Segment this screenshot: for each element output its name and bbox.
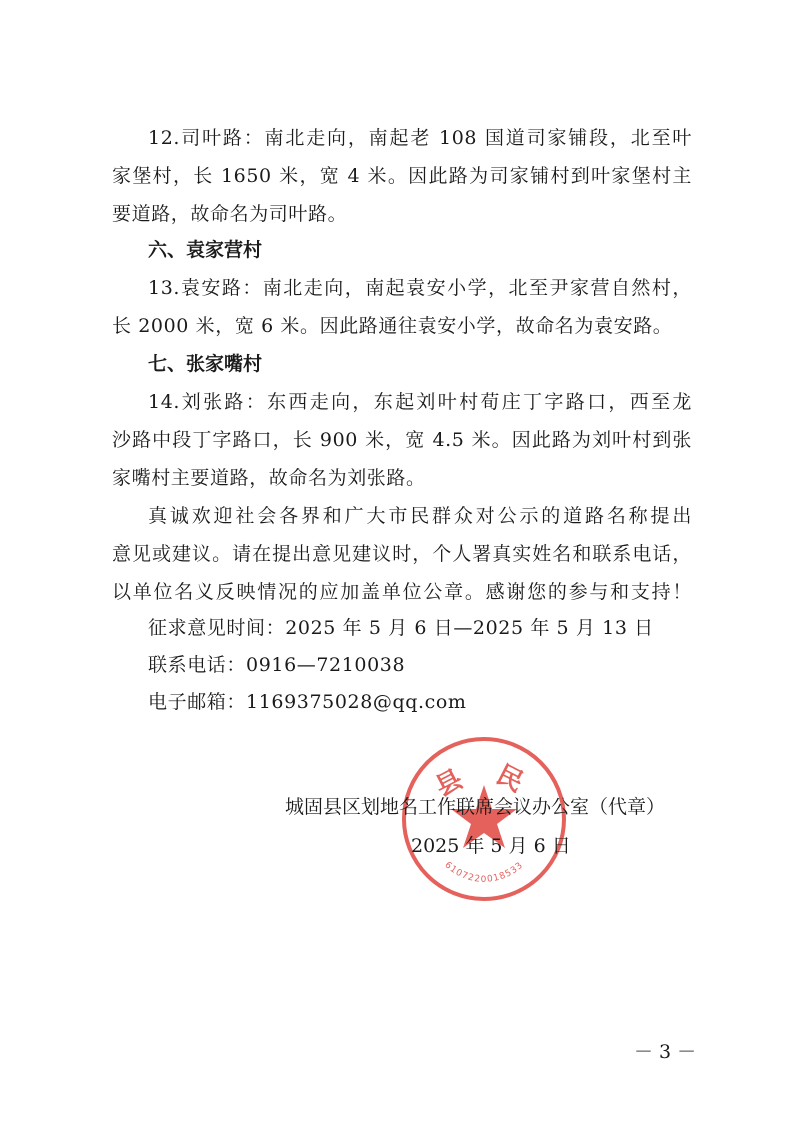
closing-line-1: 真诚欢迎社会各界和广大市民群众对公示的道路名称提出 — [148, 505, 692, 527]
page-number: － 3 － — [634, 1041, 697, 1063]
road-13-line-2: 长 2000 米，宽 6 米。因此路通往袁安小学，故命名为袁安路。 — [112, 315, 673, 337]
issuing-organization: 城固县区划地名工作联席会议办公室（代章） — [285, 796, 666, 818]
road-14-line-2: 沙路中段丁字路口，长 900 米，宽 4.5 米。因此路为刘叶村到张 — [112, 429, 692, 451]
closing-line-2: 意见或建议。请在提出意见建议时，个人署真实姓名和联系电话， — [112, 543, 692, 565]
road-12-line-1: 12.司叶路：南北走向，南起老 108 国道司家铺段，北至叶 — [148, 127, 692, 149]
road-12-line-3: 要道路，故命名为司叶路。 — [112, 203, 348, 225]
svg-text:县 民: 县 民 — [430, 759, 538, 803]
contact-email: 电子邮箱：1169375028@qq.com — [148, 691, 467, 713]
comment-period: 征求意见时间：2025 年 5 月 6 日—2025 年 5 月 13 日 — [148, 617, 654, 639]
section-heading-zhangjiazui: 七、张家嘴村 — [148, 353, 263, 375]
svg-text:6107220018533: 6107220018533 — [442, 860, 526, 885]
road-13-line-1: 13.袁安路：南北走向，南起袁安小学，北至尹家营自然村， — [148, 277, 692, 299]
section-heading-yuanjiaying: 六、袁家营村 — [148, 239, 263, 261]
road-14-line-1: 14.刘张路：东西走向，东起刘叶村荀庄丁字路口，西至龙 — [148, 391, 692, 413]
road-14-line-3: 家嘴村主要道路，故命名为刘张路。 — [112, 467, 426, 489]
issue-date: 2025 年 5 月 6 日 — [411, 835, 571, 857]
closing-line-3: 以单位名义反映情况的应加盖单位公章。感谢您的参与和支持！ — [112, 581, 692, 603]
road-12-line-2: 家堡村，长 1650 米，宽 4 米。因此路为司家铺村到叶家堡村主 — [112, 165, 692, 187]
contact-phone: 联系电话：0916—7210038 — [148, 654, 406, 676]
